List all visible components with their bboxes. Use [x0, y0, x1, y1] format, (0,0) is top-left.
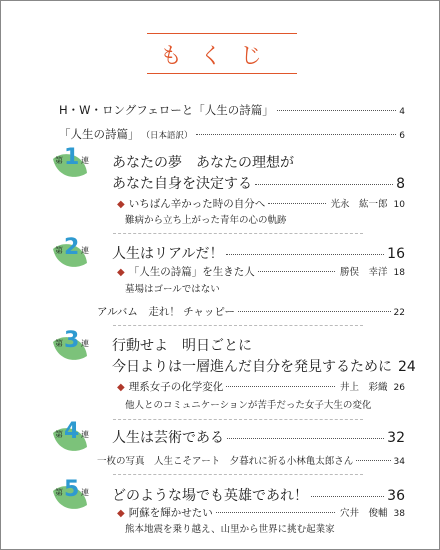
leader-dots	[227, 438, 384, 439]
leader-dots	[196, 134, 397, 135]
page-title: もくじ	[159, 44, 280, 69]
leader-dots	[238, 311, 391, 312]
chapter-number: 3	[64, 328, 80, 353]
page-number: 26	[393, 383, 405, 393]
page-number: 36	[387, 488, 405, 504]
chapter-4-heading[interactable]: 人生は芸術である 32	[112, 430, 405, 446]
leader-dots	[258, 271, 335, 272]
photo-entry[interactable]: 一枚の写真 人生こそアート 夕暮れに祈る小林亀太郎さん 34	[97, 456, 405, 467]
article-description: 墓場はゴールではない	[125, 284, 220, 295]
section-divider	[113, 474, 363, 475]
article-description: 熊本地震を乗り越え、山里から世界に挑む起業家	[125, 524, 335, 535]
diamond-bullet-icon: ◆	[117, 382, 125, 393]
chapter-number: 4	[64, 419, 80, 444]
author: 井上 彩織	[340, 382, 388, 393]
diamond-bullet-icon: ◆	[117, 508, 125, 519]
chapter-1-article[interactable]: ◆ いちばん辛かった時の自分へ 光永 紘一郎 10	[117, 198, 405, 210]
chapter-1-heading[interactable]: あなた自身を決定する 8	[112, 176, 405, 192]
chapter-5-heading[interactable]: どのような場でも英雄であれ！ 36	[112, 488, 405, 504]
chapter-number: 5	[64, 477, 80, 502]
chapter-badge-3: 第 3 連	[47, 334, 89, 364]
chapter-3-heading[interactable]: 今日よりは一層進んだ自分を発見するために 24	[112, 359, 416, 375]
chapter-5-article[interactable]: ◆ 阿蘇を輝かせたい 穴井 俊輔 38	[117, 507, 405, 519]
author: 穴井 俊輔	[340, 508, 388, 519]
chapter-badge-2: 第 2 連	[47, 241, 89, 271]
chapter-2-heading[interactable]: 人生はリアルだ！ 16	[112, 246, 405, 262]
page-number: 34	[393, 457, 405, 467]
toc-entry-front-2[interactable]	[59, 126, 405, 142]
page-number: 16	[387, 246, 405, 262]
leader-dots	[226, 254, 384, 255]
leader-dots	[255, 184, 393, 185]
chapter-1-heading-line-1: あなたの夢 あなたの理想が	[112, 155, 294, 171]
page-number: 24	[398, 359, 416, 375]
page-number: 38	[393, 509, 405, 519]
leader-dots	[226, 386, 335, 387]
diamond-bullet-icon: ◆	[117, 199, 125, 210]
chapter-badge-1: 第 1 連	[47, 151, 89, 181]
author: 勝俣 幸洋	[340, 267, 388, 278]
chapter-badge-4: 第 4 連	[47, 425, 89, 455]
chapter-3-heading-line-1: 行動せよ 明日ごとに	[112, 338, 252, 354]
page-number: 10	[393, 200, 405, 210]
toc-entry-front-1[interactable]	[59, 102, 405, 118]
leader-dots	[311, 496, 384, 497]
leader-dots	[216, 512, 335, 513]
chapter-number: 2	[64, 235, 80, 260]
title-rule-top	[147, 33, 297, 34]
page-number: 6	[399, 131, 405, 141]
article-description: 難病から立ち上がった青年の心の軌跡	[125, 215, 287, 226]
chapter-2-article[interactable]: ◆ 「人生の詩篇」を生きた人 勝俣 幸洋 18	[117, 266, 405, 278]
page-number: 4	[399, 107, 405, 117]
chapter-badge-5: 第 5 連	[47, 483, 89, 513]
page-number: 8	[396, 176, 405, 192]
title-rule-bottom	[147, 73, 297, 74]
chapter-number: 1	[64, 145, 80, 170]
author: 光永 紘一郎	[330, 199, 388, 210]
toc-entry-title: H・W・ロングフェローと「人生の詩篇」	[59, 103, 274, 117]
toc-entry-note: （日本語訳）	[141, 131, 193, 141]
chapter-3-article[interactable]: ◆ 理系女子の化学変化 井上 彩織 26	[117, 381, 405, 393]
toc-entry-title: 「人生の詩篇」	[59, 127, 140, 141]
album-entry[interactable]: アルバム 走れ！ チャッピー 22	[97, 306, 405, 318]
page-number: 32	[387, 430, 405, 446]
page-number: 22	[393, 308, 405, 318]
section-divider	[113, 233, 363, 234]
article-description: 他人とのコミュニケーションが苦手だった女子大生の変化	[125, 400, 372, 411]
section-divider	[113, 325, 363, 326]
leader-dots	[356, 460, 390, 461]
page-number: 18	[393, 268, 405, 278]
leader-dots	[268, 203, 325, 204]
leader-dots	[277, 110, 397, 111]
section-divider	[113, 419, 363, 420]
diamond-bullet-icon: ◆	[117, 267, 125, 278]
